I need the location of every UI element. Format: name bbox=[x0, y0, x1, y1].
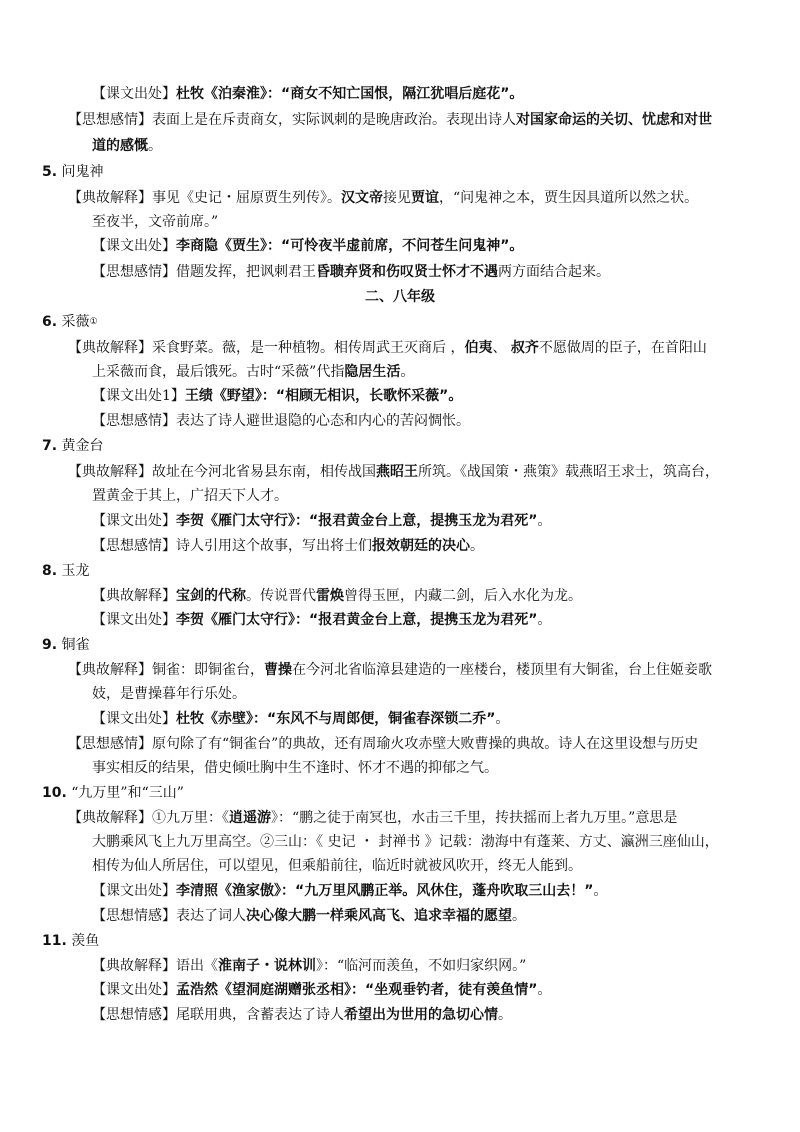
text-run: 。 bbox=[148, 138, 162, 154]
text-line bbox=[92, 136, 162, 156]
bold-text: 8. bbox=[42, 563, 58, 579]
text-run: 【典故解释】事见《史记・屈原贾生列传》。 bbox=[68, 190, 341, 206]
text-line bbox=[92, 856, 582, 876]
text-line bbox=[0, 287, 800, 307]
text-line bbox=[92, 832, 719, 852]
text-run: 【典故解释】①九万里：《 bbox=[68, 810, 229, 826]
text-run: 【典故解释】采食野菜。薇，是一种植物。相传周武王灭商后 ， bbox=[68, 340, 465, 356]
bold-text: 李贺《雁门太守行》：“报君黄金台上意，提携玉龙为君死” bbox=[176, 513, 538, 529]
text-run: 。 bbox=[537, 513, 552, 529]
bold-text: 贾谊 bbox=[411, 190, 439, 206]
bold-text: 二、八年级 bbox=[365, 289, 435, 305]
text-run: 。 bbox=[498, 1007, 512, 1023]
text-run: 事实相反的结果，借史倾吐胸中生不逢时、怀才不遇的抑郁之气。 bbox=[92, 760, 498, 776]
bold-text: 9. bbox=[42, 637, 58, 653]
text-line bbox=[92, 586, 582, 606]
text-line bbox=[68, 808, 677, 828]
text-run: 。 bbox=[470, 538, 484, 554]
text-run: 黄金台 bbox=[57, 438, 104, 454]
text-run: 【典故解释】铜雀：即铜雀台， bbox=[68, 662, 264, 678]
text-run: ① bbox=[89, 317, 98, 327]
text-line bbox=[92, 610, 551, 630]
text-line bbox=[68, 338, 707, 358]
text-run: ，“问鬼神之本，贾生因具道所以然之状。 bbox=[439, 190, 699, 206]
text-line bbox=[42, 436, 104, 456]
bold-text: 孟浩然《望洞庭湖赠张丞相》：“坐观垂钓者，徒有羡鱼情” bbox=[176, 982, 538, 998]
bold-text: 5. bbox=[42, 164, 58, 180]
text-run: 所筑。《战国策・燕策》载燕昭王求士，筑高台， bbox=[418, 464, 719, 480]
text-run: 大鹏乘风飞上九万里高空。②三山：《 史记 ・ 封禅书 》记载：渤海中有蓬莱、方丈、瀛洲三座仙山， bbox=[92, 834, 719, 850]
text-line bbox=[42, 931, 99, 951]
bold-text: 伯夷 bbox=[464, 340, 493, 356]
text-run: 曾得玉匣，内藏二剑，后入水化为龙。 bbox=[344, 588, 582, 604]
bold-text: 叔齐 bbox=[510, 340, 539, 356]
text-line bbox=[92, 980, 551, 1000]
bold-text: 道的感慨 bbox=[92, 138, 148, 154]
text-run: 》：“临河而羡鱼，不如归家织网。” bbox=[316, 958, 527, 974]
bold-text: 杜牧《赤壁》：“东风不与周郎便，铜雀春深锁二乔” bbox=[176, 711, 496, 727]
bold-text: 李贺《雁门太守行》：“报君黄金台上意，提携玉龙为君死” bbox=[176, 612, 538, 628]
text-run: 【典故解释】 bbox=[92, 588, 176, 604]
text-line bbox=[92, 758, 498, 778]
text-run: 【思想感情】诗人引用这个故事，写出将士们 bbox=[92, 538, 372, 554]
text-run: 【思想感情】原句除了有“铜雀台”的典故，还有周瑜火攻赤壁大败曹操的典故。诗人在这里设想与历史 bbox=[68, 736, 699, 752]
text-line bbox=[92, 386, 462, 406]
text-line bbox=[42, 162, 104, 182]
text-run: 【典故解释】故址在今河北省易县东南，相传战国 bbox=[68, 464, 376, 480]
text-run: 铜雀 bbox=[57, 637, 90, 653]
text-run: 。 bbox=[593, 883, 608, 899]
text-line bbox=[92, 262, 610, 282]
text-run: 【课文出处】 bbox=[92, 238, 176, 254]
text-line bbox=[92, 411, 470, 431]
text-line bbox=[92, 881, 607, 901]
text-run: 在今河北省临漳县建造的一座楼台，楼顶里有大铜雀，台上住姬妾歌 bbox=[292, 662, 712, 678]
text-run: 妓，是曹操暮年行乐处。 bbox=[92, 686, 246, 702]
bold-text: 7. bbox=[42, 438, 58, 454]
text-run: 》：“鹏之徒于南冥也，水击三千里，抟扶摇而上者九万里。”意思是 bbox=[271, 810, 678, 826]
text-line bbox=[68, 110, 712, 130]
text-line bbox=[92, 536, 484, 556]
text-line bbox=[92, 1005, 512, 1025]
text-run: 【课文出处】 bbox=[92, 513, 176, 529]
text-line bbox=[92, 956, 526, 976]
text-run: 。传说晋代 bbox=[246, 588, 316, 604]
text-line bbox=[92, 212, 218, 232]
text-line bbox=[42, 312, 98, 332]
bold-text: 雷焕 bbox=[316, 588, 344, 604]
bold-text: 6. bbox=[42, 314, 58, 330]
bold-text: 燕昭王 bbox=[376, 464, 418, 480]
bold-text: 宝剑的代称 bbox=[176, 588, 246, 604]
bold-text: 决心像大鹏一样乘风高飞、追求幸福的愿望 bbox=[246, 908, 512, 924]
text-line bbox=[68, 660, 712, 680]
text-run: “九万里”和“三山” bbox=[66, 785, 184, 801]
bold-text: 逍遥游 bbox=[229, 810, 271, 826]
bold-text: 汉文帝 bbox=[341, 190, 383, 206]
text-run: 羡鱼 bbox=[66, 933, 100, 949]
text-line bbox=[92, 362, 414, 382]
text-line bbox=[92, 84, 523, 104]
text-line bbox=[92, 236, 523, 256]
text-run: 【思想情感】尾联用典，含蓄表达了诗人 bbox=[92, 1007, 344, 1023]
text-line bbox=[92, 709, 509, 729]
text-run: 相传为仙人所居住，可以望见，但乘船前往，临近时就被风吹开，终无人能到。 bbox=[92, 858, 582, 874]
text-run: 置黄金于其上，广招天下人才。 bbox=[92, 488, 288, 504]
text-run: 。 bbox=[512, 908, 526, 924]
text-run: 不愿做周的臣子，在首阳山 bbox=[538, 340, 707, 356]
text-line bbox=[92, 906, 526, 926]
text-run: 采薇 bbox=[57, 314, 90, 330]
text-run: 【思想感情】借题发挥，把讽刺君王 bbox=[92, 264, 316, 280]
bold-text: 昏聩弃贤和伤叹贤士怀才不遇 bbox=[316, 264, 498, 280]
text-run: 【课文出处】 bbox=[92, 86, 176, 102]
text-run: 【课文出处1】 bbox=[92, 388, 185, 404]
text-run: 【思想感情】表面上是在斥责商女，实际讽刺的是晚唐政治。表现出诗人 bbox=[68, 112, 516, 128]
text-run: 玉龙 bbox=[57, 563, 90, 579]
text-run: 。 bbox=[495, 711, 510, 727]
text-line bbox=[92, 684, 246, 704]
text-line bbox=[68, 734, 698, 754]
text-run: 【课文出处】 bbox=[92, 883, 176, 899]
text-line bbox=[92, 486, 288, 506]
text-run: 。 bbox=[400, 364, 415, 380]
text-line bbox=[42, 561, 90, 581]
text-run: 【思想感情】表达了诗人避世退隐的心态和内心的苦闷惆怅。 bbox=[92, 413, 470, 429]
text-line bbox=[68, 188, 698, 208]
bold-text: 11. bbox=[42, 933, 67, 949]
text-run: 【课文出处】 bbox=[92, 711, 176, 727]
text-run: 两方面结合起来。 bbox=[498, 264, 610, 280]
text-line bbox=[42, 635, 90, 655]
bold-text: 李商隐《贾生》：“可怜夜半虚前席，不问苍生问鬼神”。 bbox=[176, 238, 524, 254]
text-run: 问鬼神 bbox=[57, 164, 104, 180]
text-run: 【课文出处】 bbox=[92, 982, 176, 998]
bold-text: 李清照《渔家傲》：“九万里风鹏正举。风休住，蓬舟吹取三山去！” bbox=[176, 883, 594, 899]
text-run: 、 bbox=[492, 340, 511, 356]
text-run: 。 bbox=[537, 982, 552, 998]
bold-text: 隐居生活 bbox=[344, 364, 401, 380]
bold-text: 王绩《野望》：“相顾无相识，长歌怀采薇”。 bbox=[184, 388, 463, 404]
text-run: 接见 bbox=[383, 190, 411, 206]
bold-text: 希望出为世用的急切心情 bbox=[344, 1007, 498, 1023]
bold-text: 曹操 bbox=[264, 662, 292, 678]
bold-text: 对国家命运的关切、忧虑和对世 bbox=[516, 112, 712, 128]
text-run: 【典故解释】语出《 bbox=[92, 958, 218, 974]
bold-text: 10. bbox=[42, 785, 67, 801]
text-run: 【课文出处】 bbox=[92, 612, 176, 628]
bold-text: 淮南子・说林训 bbox=[218, 958, 316, 974]
text-run: 上采薇而食，最后饿死。古时“采薇”代指 bbox=[92, 364, 345, 380]
text-run: 至夜半，文帝前席。” bbox=[92, 214, 219, 230]
text-line bbox=[68, 462, 719, 482]
text-run: 。 bbox=[537, 612, 552, 628]
text-line bbox=[92, 511, 551, 531]
text-run: 【思想情感】表达了词人 bbox=[92, 908, 246, 924]
text-line bbox=[42, 783, 184, 803]
bold-text: 报效朝廷的决心 bbox=[372, 538, 470, 554]
bold-text: 杜牧《泊秦淮》：“商女不知亡国恨，隔江犹唱后庭花”。 bbox=[176, 86, 524, 102]
